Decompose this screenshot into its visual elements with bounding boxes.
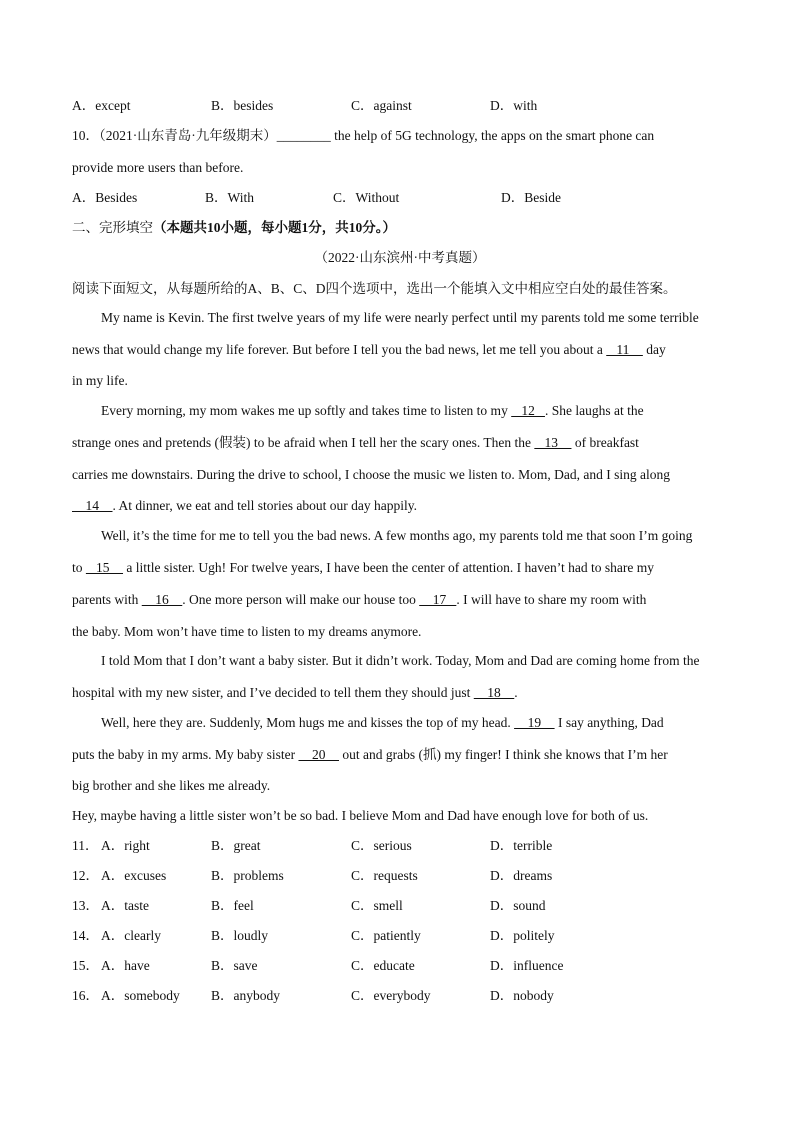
q10-option-c[interactable]: C．Without: [333, 190, 400, 205]
option-b[interactable]: B．great: [211, 838, 261, 853]
option-c[interactable]: C．requests: [351, 868, 418, 883]
q9-option-b[interactable]: B．besides: [211, 98, 274, 113]
option-d[interactable]: D．sound: [490, 898, 546, 913]
passage-text: a little sister. Ugh! For twelve years, I have been the center of attention. I haven’t had to share my: [123, 560, 654, 575]
option-b[interactable]: B．feel: [211, 898, 254, 913]
passage-line: [72, 684, 518, 702]
option-d[interactable]: D．nobody: [490, 988, 554, 1003]
option-d[interactable]: D．dreams: [490, 868, 553, 883]
option-a[interactable]: A．right: [101, 838, 150, 853]
question-number: 13．: [72, 898, 99, 913]
question-number: 12．: [72, 868, 99, 883]
passage-line: carries me downstairs. During the drive to school, I choose the music we listen to. Mom, Dad, and I sing along: [72, 467, 671, 482]
passage-source: （2022·山东滨州·中考真题）: [314, 250, 486, 265]
q10-prefix: 10．（2021·山东青岛·九年级期末）: [72, 128, 277, 143]
blank-14: 14: [72, 498, 113, 513]
q9-option-a[interactable]: A．except: [72, 98, 131, 113]
option-a[interactable]: A．clearly: [101, 928, 161, 943]
blank-15: 15: [85, 560, 124, 575]
blank-11: 11: [606, 342, 643, 357]
question-number: 14．: [72, 928, 99, 943]
passage-text: of breakfast: [571, 435, 639, 450]
option-c[interactable]: C．serious: [351, 838, 412, 853]
option-a[interactable]: A．taste: [101, 898, 149, 913]
passage-text: I say anything, Dad: [554, 715, 664, 730]
passage-line: [72, 559, 654, 577]
question-number: 11．: [72, 838, 99, 853]
option-a[interactable]: A．have: [101, 958, 150, 973]
passage-text: .: [514, 685, 518, 700]
blank-13: 13: [534, 435, 572, 450]
passage-text: Well, here they are. Suddenly, Mom hugs me and kisses the top of my head.: [101, 715, 515, 730]
option-a[interactable]: A．somebody: [101, 988, 180, 1003]
passage-line: Hey, maybe having a little sister won’t be so bad. I believe Mom and Dad have enough love for both of us.: [72, 808, 649, 823]
blank-12: 12: [511, 403, 545, 418]
option-b[interactable]: B．problems: [211, 868, 284, 883]
option-a[interactable]: A．excuses: [101, 868, 167, 883]
passage-line: [101, 402, 644, 420]
blank-20: 20: [298, 747, 339, 762]
section-note: （本题共10小题，每小题1分，共10分。）: [153, 220, 396, 235]
q10-stem: [72, 127, 654, 145]
q10-blank: ________: [276, 128, 331, 143]
q10-stem-line2: provide more users than before.: [72, 160, 244, 175]
q10-stem-rest: the help of 5G technology, the apps on the smart phone can: [330, 128, 655, 143]
passage-line: [72, 341, 666, 359]
passage-line: Well, it’s the time for me to tell you the bad news. A few months ago, my parents told me that soon I’m going: [101, 528, 693, 543]
option-b[interactable]: B．anybody: [211, 988, 280, 1003]
passage-line: [72, 591, 646, 609]
passage-text: puts the baby in my arms. My baby sister: [72, 747, 299, 762]
passage-text: strange ones and pretends (假装) to be afraid when I tell her the scary ones. Then the: [72, 435, 535, 450]
passage-line: the baby. Mom won’t have time to listen to my dreams anymore.: [72, 624, 422, 639]
blank-18: 18: [473, 685, 515, 700]
option-d[interactable]: D．terrible: [490, 838, 553, 853]
passage-line: [72, 497, 417, 515]
question-number: 16．: [72, 988, 99, 1003]
option-c[interactable]: C．educate: [351, 958, 415, 973]
passage-line: [72, 746, 668, 764]
section-title: 二、完形填空: [72, 220, 153, 235]
q10-option-b[interactable]: B．With: [205, 190, 254, 205]
option-d[interactable]: D．politely: [490, 928, 555, 943]
blank-17: 17: [419, 592, 457, 607]
option-c[interactable]: C．patiently: [351, 928, 421, 943]
option-b[interactable]: B．save: [211, 958, 258, 973]
option-b[interactable]: B．loudly: [211, 928, 269, 943]
q10-option-d[interactable]: D．Beside: [501, 190, 561, 205]
passage-text: to: [72, 560, 86, 575]
blank-16: 16: [141, 592, 183, 607]
passage-text: news that would change my life forever. But before I tell you the bad news, let me tell you about a: [72, 342, 607, 357]
passage-text: out and grabs (抓) my finger! I think she knows that I’m her: [338, 747, 668, 762]
passage-text: day: [642, 342, 666, 357]
section-heading: [72, 219, 396, 237]
passage-line: [101, 714, 664, 732]
q9-option-c[interactable]: C．against: [351, 98, 412, 113]
blank-19: 19: [514, 715, 555, 730]
q10-option-a[interactable]: A．Besides: [72, 190, 138, 205]
passage-text: parents with: [72, 592, 142, 607]
passage-text: . I will have to share my room with: [456, 592, 647, 607]
option-c[interactable]: C．smell: [351, 898, 403, 913]
passage-text: Every morning, my mom wakes me up softly and takes time to listen to my: [101, 403, 512, 418]
question-number: 15．: [72, 958, 99, 973]
passage-line: [72, 434, 639, 452]
passage-text: . One more person will make our house too: [182, 592, 420, 607]
passage-text: . At dinner, we eat and tell stories about our day happily.: [112, 498, 418, 513]
passage-line: big brother and she likes me already.: [72, 778, 271, 793]
q9-option-d[interactable]: D．with: [490, 98, 538, 113]
passage-line: I told Mom that I don’t want a baby sister. But it didn’t work. Today, Mom and Dad are coming home from the: [101, 653, 700, 668]
section-instruction: 阅读下面短文，从每题所给的A、B、C、D四个选项中，选出一个能填入文中相应空白处的最佳答案。: [72, 281, 677, 296]
option-d[interactable]: D．influence: [490, 958, 564, 973]
passage-text: . She laughs at the: [544, 403, 644, 418]
passage-line: in my life.: [72, 373, 128, 388]
passage-line: My name is Kevin. The first twelve years of my life were nearly perfect until my parents told me some terrible: [101, 310, 699, 325]
passage-text: hospital with my new sister, and I’ve decided to tell them they should just: [72, 685, 474, 700]
option-c[interactable]: C．everybody: [351, 988, 431, 1003]
